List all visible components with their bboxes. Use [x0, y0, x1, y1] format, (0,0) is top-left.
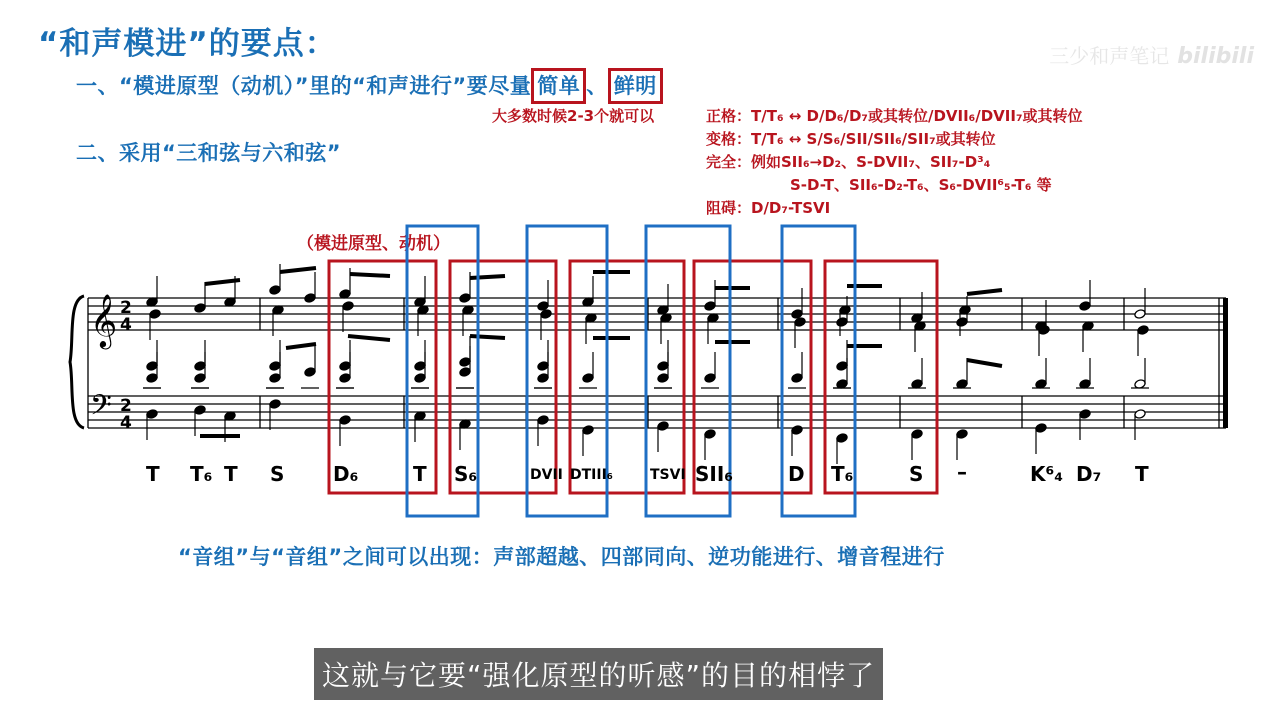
- note-head: [269, 373, 281, 384]
- harmony-label: D₆: [333, 462, 359, 486]
- note-beam: [348, 336, 390, 340]
- harmony-label: T: [146, 462, 160, 486]
- highlight-distinct: 鲜明: [608, 68, 663, 104]
- note-beam: [967, 290, 1002, 294]
- harmony-label: S: [270, 462, 285, 486]
- note-head: [836, 317, 848, 328]
- harmony-label: T: [1135, 462, 1149, 486]
- note-head: [836, 433, 848, 444]
- note-head: [911, 429, 923, 440]
- bottom-remark: “音组”与“音组”之间可以出现：声部超越、四部同向、逆功能进行、增音程进行: [178, 545, 945, 569]
- harmony-label: S: [909, 462, 924, 486]
- note-head: [194, 361, 206, 372]
- beams-layer: [200, 268, 1002, 436]
- note-beam: [470, 276, 505, 278]
- time-sig-treble-bottom: 4: [120, 315, 132, 335]
- note-beam: [350, 274, 390, 276]
- note-head: [304, 293, 316, 304]
- note-head: [704, 301, 716, 312]
- note-head: [339, 373, 351, 384]
- note-head: [1079, 409, 1091, 420]
- bass-clef-icon: 𝄢: [90, 389, 112, 429]
- note-head: [704, 373, 716, 384]
- note-head: [1134, 309, 1146, 320]
- harmony-label: D: [788, 462, 805, 486]
- note-head: [956, 317, 968, 328]
- note-head: [1134, 409, 1146, 420]
- note-head: [791, 373, 803, 384]
- watermark-text: 三少和声笔记: [1049, 44, 1170, 68]
- highlight-simple: 简单: [531, 68, 586, 104]
- note-head: [269, 361, 281, 372]
- note-head: [194, 303, 206, 314]
- treble-staff: [88, 298, 1226, 330]
- note-head: [836, 361, 848, 372]
- rule-authentic: 正格：T/T₆ ↔ D/D₆/D₇或其转位/DVII₆/DVII₇或其转位: [706, 107, 1083, 125]
- note-head: [146, 373, 158, 384]
- note-head: [146, 361, 158, 372]
- time-sig-bass-bottom: 4: [120, 413, 132, 433]
- bass-staff: [88, 396, 1226, 428]
- note-head: [956, 429, 968, 440]
- note-head: [657, 361, 669, 372]
- point-1-separator: 、: [586, 74, 608, 98]
- harmony-label: D₇: [1076, 462, 1102, 486]
- red-box-5: [825, 261, 937, 493]
- time-sig-treble-top: 2: [120, 298, 132, 318]
- harmony-label: T: [224, 462, 238, 486]
- note-2-3-chords: 大多数时候2-3个就可以: [492, 107, 655, 125]
- harmony-label: T: [413, 462, 427, 486]
- note-head: [657, 421, 669, 432]
- harmony-label: K⁶₄: [1030, 462, 1064, 486]
- harmony-label: S₆: [454, 462, 478, 486]
- note-head: [269, 285, 281, 296]
- system-brace: [70, 296, 84, 428]
- note-head: [537, 373, 549, 384]
- note-head: [537, 361, 549, 372]
- point-2: 二、采用“三和弦与六和弦”: [76, 141, 342, 165]
- note-head: [791, 425, 803, 436]
- rule-plagal: 变格：T/T₆ ↔ S/S₆/SII/SII₆/SII₇或其转位: [706, 130, 996, 148]
- harmony-label: SII₆: [695, 462, 734, 486]
- note-head: [459, 357, 471, 368]
- note-head: [194, 405, 206, 416]
- note-head: [342, 301, 354, 312]
- note-head: [339, 415, 351, 426]
- rule-deceptive: 阻碍：D/D₇-TSVI: [706, 199, 831, 217]
- note-head: [582, 373, 594, 384]
- rule-full-cont: S-D-T、SII₆-D₂-T₆、S₆-DVII⁶₅-T₆ 等: [790, 176, 1052, 194]
- rule-full: 完全：例如SII₆→D₂、S-DVII₇、SII₇-D³₄: [706, 153, 991, 171]
- note-head: [582, 425, 594, 436]
- barlines: [88, 298, 1219, 428]
- note-head: [657, 373, 669, 384]
- final-barline: [1223, 298, 1228, 428]
- harmony-label: T₆: [190, 462, 213, 486]
- time-sig-bass-top: 2: [120, 396, 132, 416]
- motive-label: （模进原型、动机）: [297, 234, 450, 254]
- note-beam: [470, 336, 505, 338]
- bilibili-logo: bilibili: [1177, 44, 1254, 69]
- point-1-text: 一、“模进原型（动机）”里的“和声进行”要尽量: [76, 74, 532, 98]
- video-subtitle: 这就与它要“强化原型的听感”的目的相悖了: [314, 648, 883, 700]
- note-head: [194, 373, 206, 384]
- page-title: “和声模进”的要点：: [38, 26, 337, 62]
- harmony-label: DTIII₆: [570, 467, 613, 483]
- note-head: [339, 361, 351, 372]
- note-head: [146, 409, 158, 420]
- harmony-label: –: [957, 460, 967, 484]
- treble-clef-icon: 𝄞: [90, 293, 118, 347]
- note-head: [414, 361, 426, 372]
- note-head: [149, 309, 161, 320]
- note-head: [414, 373, 426, 384]
- note-head: [1079, 301, 1091, 312]
- note-beam: [967, 360, 1002, 366]
- harmony-label: TSVI: [650, 467, 686, 483]
- note-head: [459, 367, 471, 378]
- note-head: [704, 429, 716, 440]
- note-head: [304, 367, 316, 378]
- note-head: [1035, 423, 1047, 434]
- harmony-label: T₆: [831, 462, 854, 486]
- note-head: [537, 415, 549, 426]
- note-head: [269, 399, 281, 410]
- note-beam: [280, 268, 316, 272]
- note-head: [1137, 325, 1149, 336]
- note-head: [459, 293, 471, 304]
- note-beam: [286, 344, 316, 348]
- harmony-label: DVII: [530, 467, 563, 483]
